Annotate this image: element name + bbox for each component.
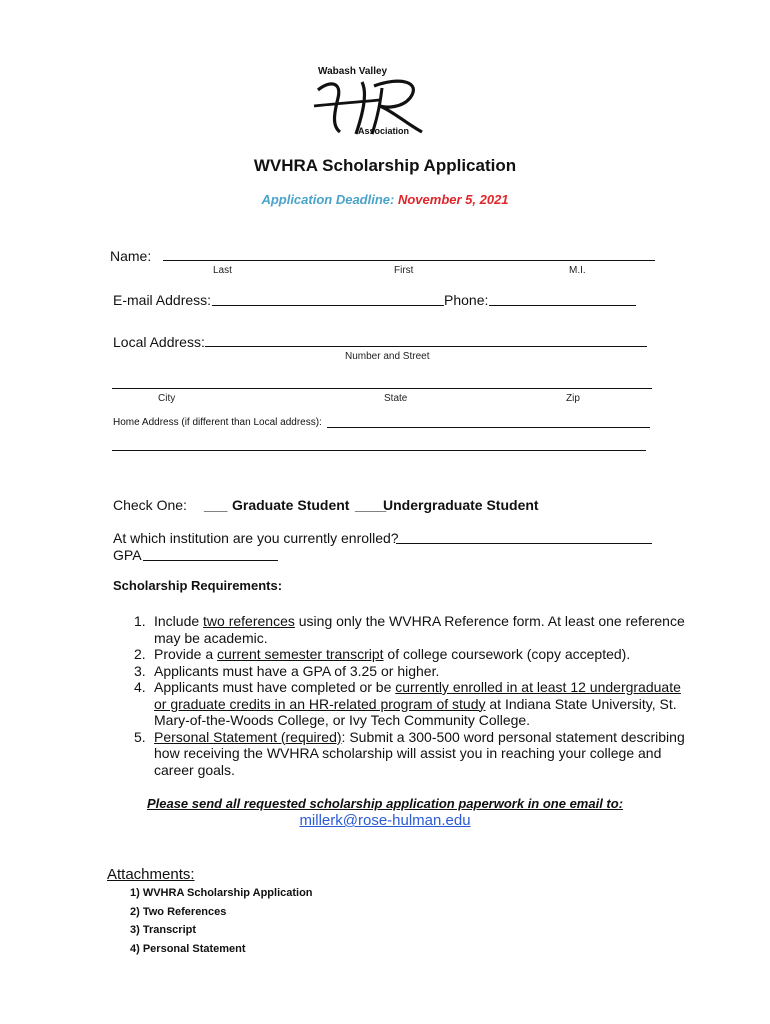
graduate-checkbox[interactable]: ___: [204, 497, 228, 513]
page-title: WVHRA Scholarship Application: [253, 156, 517, 175]
email-label: E-mail Address:: [113, 292, 212, 308]
phone-label: Phone:: [444, 292, 489, 308]
attachments-heading: Attachments:: [107, 866, 195, 883]
city-state-zip-field[interactable]: [112, 388, 652, 389]
attachment-item: 1) WVHRA Scholarship Application: [130, 887, 313, 899]
requirements-list: [134, 613, 694, 778]
undergraduate-checkbox[interactable]: ____: [355, 497, 387, 513]
name-last-sublabel: Last: [213, 265, 232, 276]
logo: [300, 60, 440, 142]
home-address-field[interactable]: [327, 427, 650, 428]
name-mi-sublabel: M.I.: [569, 265, 586, 276]
city-sublabel: City: [158, 393, 176, 404]
send-instruction: Please send all requested scholarship application paperwork in one email to:: [146, 796, 624, 811]
local-address-label: Local Address:: [113, 334, 205, 350]
deadline-date: November 5, 2021: [397, 192, 509, 207]
list-item: 1. Include two references using only the WVHRA Reference form. At least one reference may be academic.: [134, 613, 685, 646]
local-address-field[interactable]: [205, 346, 647, 347]
requirements-heading: Scholarship Requirements:: [113, 578, 283, 593]
name-first-sublabel: First: [394, 265, 414, 276]
deadline: [0, 192, 770, 207]
attachment-item: 2) Two References: [130, 906, 227, 918]
home-address-field-2[interactable]: [112, 450, 646, 451]
home-address-label: Home Address (if different than Local address):: [113, 417, 322, 428]
attachment-item: 4) Personal Statement: [130, 943, 246, 955]
logo-top-text: Wabash Valley: [318, 66, 388, 77]
list-item: 3. Applicants must have a GPA of 3.25 or higher.: [134, 662, 440, 679]
institution-field[interactable]: [396, 543, 652, 544]
name-field[interactable]: [163, 260, 655, 261]
graduate-option-label: Graduate Student: [232, 497, 350, 513]
logo-bottom-text: Association: [358, 126, 410, 136]
zip-sublabel: Zip: [566, 393, 580, 404]
email-field[interactable]: [212, 305, 444, 306]
state-sublabel: State: [384, 393, 408, 404]
street-sublabel: Number and Street: [345, 351, 430, 362]
list-item: 5. Personal Statement (required): Submit a 300-500 word personal statement describing how receiving the WVHRA scholarship will assist you in reaching your college and career goals.: [134, 728, 685, 778]
deadline-label: Application Deadline:: [261, 192, 395, 207]
name-label: Name:: [110, 248, 152, 264]
undergraduate-option-label: Undergraduate Student: [383, 497, 539, 513]
attachment-item: 3) Transcript: [130, 924, 197, 936]
gpa-field[interactable]: [143, 560, 278, 561]
contact-email-link[interactable]: millerk@rose-hulman.edu: [299, 812, 471, 829]
list-item: 4. Applicants must have completed or be currently enrolled in at least 12 undergraduate or graduate credits in an HR-related program of study at Indiana State University, St. Mary-of-the-Woods College, or Ivy Tech Community College.: [134, 679, 681, 728]
institution-label: At which institution are you currently enrolled?: [113, 530, 399, 546]
phone-field[interactable]: [489, 305, 636, 306]
check-one-label: Check One:: [113, 497, 187, 513]
list-item: 2. Provide a current semester transcript of college coursework (copy accepted).: [134, 646, 631, 662]
gpa-label: GPA: [113, 547, 142, 563]
